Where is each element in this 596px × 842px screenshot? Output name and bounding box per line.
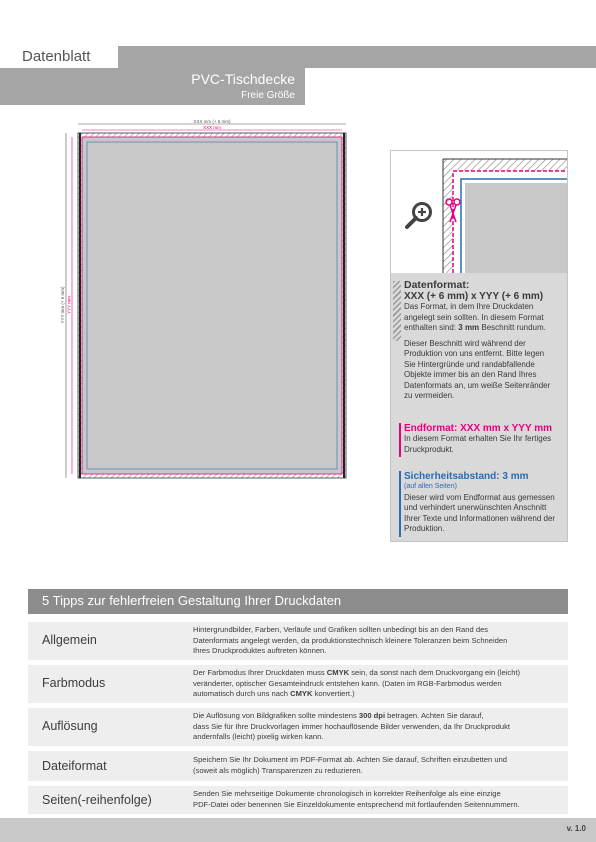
tip-row-allgemein	[28, 622, 568, 660]
width-outer-label: XXX mm (+ 6 mm)	[193, 119, 231, 124]
tip-label: Dateiformat	[42, 759, 107, 773]
datenformat-text-3a: enthalten sind:	[404, 323, 459, 332]
tip-line: PDF-Datei oder benennen Sie Einzeldokumente entsprechend mit fortlaufenden Seitennummern.	[193, 799, 520, 809]
end-format-area	[82, 137, 342, 474]
tip-text	[193, 668, 563, 700]
tip-fragment: betragen. Achten Sie darauf,	[385, 711, 484, 720]
product-header	[0, 68, 305, 105]
datenformat-size: XXX (+ 6 mm) x YYY (+ 6 mm)	[404, 291, 544, 302]
safety-text-1: Dieser wird vom Endformat aus gemessen	[404, 492, 555, 502]
tip-line: veränderter, optischer Gesamteindruck entstehen kann. (Daten im RGB-Farbmodus werden	[193, 678, 502, 688]
datenformat-section	[404, 279, 569, 402]
scissors-icon	[444, 196, 462, 226]
tip-emphasis: 300 dpi	[358, 711, 386, 720]
datenformat-heading: Datenformat:	[404, 279, 470, 291]
datenformat-note-1: Dieser Beschnitt wird während der	[404, 338, 526, 348]
endformat-marker	[399, 423, 401, 457]
safety-text-4: Produktion.	[404, 524, 445, 533]
endformat-text-2: Druckprodukt.	[404, 444, 454, 454]
tip-text	[193, 755, 563, 776]
footer-band	[0, 818, 596, 842]
tip-text	[193, 789, 563, 810]
tip-fragment: konvertiert.)	[312, 689, 355, 698]
safety-heading: Sicherheitsabstand: 3 mm	[404, 471, 529, 482]
datenformat-bleed-value: 3 mm	[458, 323, 480, 332]
datenformat-note-5: Datenformats an, um weiße Seitenränder	[404, 380, 551, 390]
datenformat-note-2: Produktion von uns entfernt. Bitte legen	[404, 349, 545, 358]
format-drawing	[55, 115, 355, 490]
tips-heading: 5 Tipps zur fehlerfreien Gestaltung Ihrer Druckdaten	[42, 593, 342, 608]
tip-label: Auflösung	[42, 719, 98, 733]
tip-label: Farbmodus	[42, 676, 106, 690]
height-outer-label: YYY mm (+ 6 mm)	[60, 286, 65, 324]
safety-text-2: und verhindert unerwünschten Anschnitt	[404, 503, 547, 512]
tip-line: Senden Sie mehrseitige Dokumente chronologisch in korrekter Reihenfolge als eine einzige	[193, 789, 501, 798]
datenformat-text-3	[404, 323, 569, 334]
datenblatt-tab	[0, 46, 118, 68]
tip-fragment: Die Auflösung von Bildgrafiken sollte mindestens	[193, 711, 359, 720]
endformat-text-1: In diesem Format erhalten Sie Ihr fertiges	[404, 434, 552, 443]
tip-row-aufloesung	[28, 708, 568, 746]
tip-line: Speichern Sie Ihr Dokument im PDF-Format ab. Achten Sie darauf, Schriften einzubetten und	[193, 755, 508, 764]
tip-line: dass Sie für Ihre Druckvorlagen immer hochauflösende Bilder verwenden, da Ihr Druckprodukt	[193, 721, 510, 731]
tip-emphasis: CMYK	[326, 668, 350, 677]
tab-label: Datenblatt	[22, 48, 91, 65]
safety-sub: (auf allen Seiten)	[404, 483, 457, 490]
datenformat-hatch-marker	[393, 281, 401, 341]
tip-row-dateiformat	[28, 751, 568, 781]
datenformat-note-4: Objekte immer bis an den Rand Ihres	[404, 370, 537, 379]
safety-text-3: Ihrer Texte und Informationen während der	[404, 513, 556, 523]
tip-line: Ihres Druckproduktes auftreten können.	[193, 646, 327, 655]
tip-line: (soweit als möglich) Transparenzen zu reduzieren.	[193, 765, 363, 775]
datenformat-text-2: angelegt sein sollten. In diesem Format	[404, 312, 544, 322]
safety-section	[404, 471, 569, 535]
product-subtitle: Freie Größe	[241, 90, 295, 101]
tip-line	[193, 689, 563, 700]
tip-label: Seiten(-reihenfolge)	[42, 793, 152, 807]
tip-row-seitenreihenfolge	[28, 786, 568, 814]
tip-line	[193, 711, 563, 722]
tip-line: Hintergrundbilder, Farben, Verläufe und Grafiken sollten unbedingt bis an den Rand des	[193, 625, 489, 634]
version-label: v. 1.0	[566, 824, 586, 833]
tip-emphasis: CMYK	[290, 689, 313, 698]
datenformat-text-1: Das Format, in dem Ihre Druckdaten	[404, 302, 534, 311]
endformat-heading: Endformat: XXX mm x YYY mm	[404, 423, 553, 434]
datenformat-note-3: Sie Hintergründe und randabfallende	[404, 359, 535, 369]
tip-row-farbmodus	[28, 665, 568, 703]
tip-label: Allgemein	[42, 633, 97, 647]
magnifier-plus-icon	[403, 200, 435, 232]
tip-line	[193, 668, 563, 679]
product-title: PVC-Tischdecke	[191, 71, 295, 87]
width-inner-label: XXX mm	[203, 125, 221, 130]
safety-marker	[399, 471, 401, 537]
datenformat-note-6: zu vermeiden.	[404, 391, 455, 400]
height-inner-label: YYY mm	[66, 296, 72, 314]
tips-heading-bar	[28, 589, 568, 614]
tip-line: Datenformats angelegt werden, da produktionstechnisch kleinere Toleranzen beim Schneiden	[193, 635, 508, 645]
endformat-section	[404, 423, 569, 455]
tip-text	[193, 711, 563, 743]
tip-fragment: Der Farbmodus Ihrer Druckdaten muss	[193, 668, 327, 677]
tip-line: andernfalls (leicht) pixelig wirken kann.	[193, 732, 324, 741]
tip-fragment: automatisch durch uns nach	[193, 689, 291, 698]
datenformat-text-3c: Beschnitt rundum.	[479, 323, 546, 332]
tip-fragment: sein, da sonst nach dem Druckvorgang ein (leicht)	[349, 668, 521, 677]
tip-text	[193, 625, 563, 657]
